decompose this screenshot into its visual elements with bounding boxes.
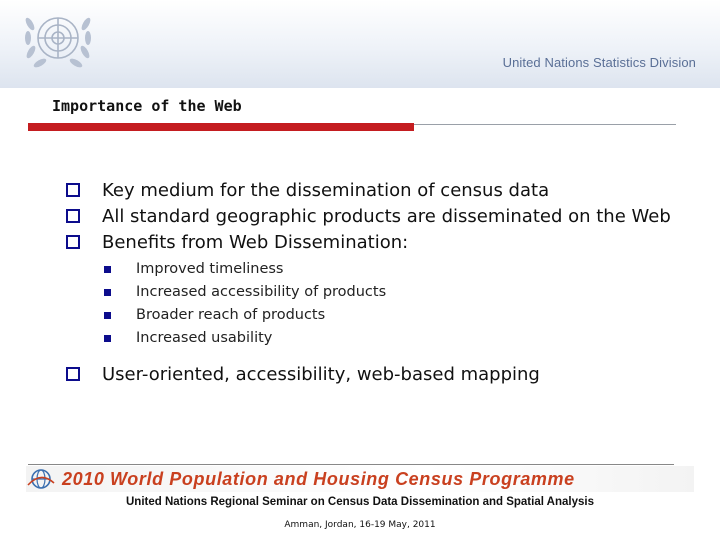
sub-bullet-text: Improved timeliness (136, 261, 284, 277)
square-bullet-icon (104, 312, 111, 319)
bullet-text: Key medium for the dissemination of census data (102, 180, 550, 201)
sub-bullet-text: Increased usability (136, 330, 273, 346)
checkbox-bullet-icon (66, 209, 80, 223)
bullet-item (66, 204, 696, 230)
seminar-location: Amman, Jordan, 16-19 May, 2011 (284, 520, 436, 530)
square-bullet-icon (104, 289, 111, 296)
programme-title: 2010 World Population and Housing Census Programme (62, 468, 575, 489)
bullet-text: User-oriented, accessibility, web-based mapping (102, 364, 540, 385)
sub-bullet-text: Increased accessibility of products (136, 284, 387, 300)
title-accent-bar (28, 123, 414, 131)
checkbox-bullet-icon (66, 235, 80, 249)
bullet-text: Benefits from Web Dissemination: (102, 232, 409, 253)
footer-divider (28, 464, 674, 465)
checkbox-bullet-icon (66, 367, 80, 381)
bullet-item (66, 178, 696, 204)
bullet-item (66, 362, 696, 388)
bullet-list (66, 178, 696, 388)
sub-bullet-item (102, 281, 696, 304)
sub-bullet-item (102, 258, 696, 281)
sub-bullet-text: Broader reach of products (136, 307, 326, 323)
sub-bullet-item (102, 304, 696, 327)
bullet-item (66, 230, 696, 256)
square-bullet-icon (104, 335, 111, 342)
sub-bullet-item (102, 327, 696, 350)
square-bullet-icon (104, 266, 111, 273)
un-emblem-icon (20, 6, 96, 74)
seminar-title: United Nations Regional Seminar on Census Data Dissemination and Spatial Analysis (126, 496, 594, 508)
slide-title: Importance of the Web (52, 97, 242, 115)
checkbox-bullet-icon (66, 183, 80, 197)
census-globe-icon (26, 467, 56, 491)
sub-bullet-list (66, 258, 696, 350)
bullet-text: All standard geographic products are disseminated on the Web (102, 206, 671, 227)
division-name: United Nations Statistics Division (502, 55, 696, 70)
census-programme-banner (26, 466, 694, 492)
header-band (0, 0, 720, 88)
